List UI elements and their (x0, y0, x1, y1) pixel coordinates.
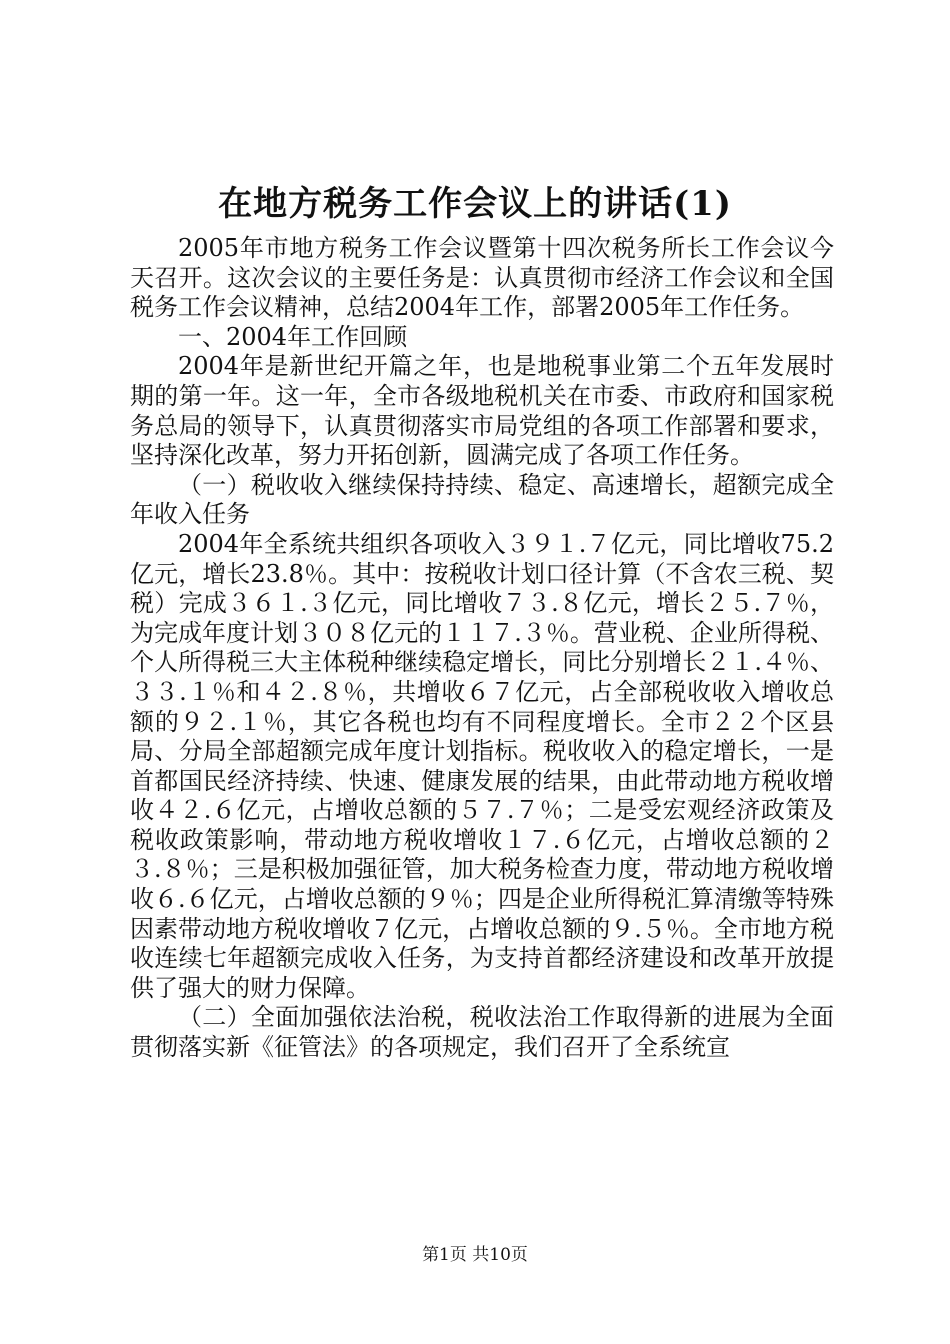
subsection-heading-rule-of-law: （二）全面加强依法治税，税收法治工作取得新的进展为全面贯彻落实新《征管法》的各项规定，我们召开了全系统宣 (130, 1003, 834, 1062)
section-heading-review: 一、2004年工作回顾 (178, 322, 408, 351)
paragraph-revenue-details: 2004年全系统共组织各项收入３９１.７亿元，同比增收75.2亿元，增长23.8％。其中：按税收计划口径计算（不含农三税、契税）完成３６１.３亿元，同比增收７３.８亿元，增长２５.７％，为完成年度计划３０８亿元的１１７.３％。营业税、企业所得税、个人所得税三大主体税种继续稳定增长，同比分别增长２１.４％、３３.１％和４２.８％，共增收６７亿元，占全部税收收入增收总额的９２.１％，其它各税也均有不同程度增长。全市２２个区县局、分局全部超额完成年度计划指标。税收收入的稳定增长，一是首都国民经济持续、快速、健康发展的结果，由此带动地方税收增收４２.６亿元，占增收总额的５７.７％；二是受宏观经济政策及税收政策影响，带动地方税收增收１７.６亿元，占增收总额的２３.８％；三是积极加强征管，加大税务检查力度，带动地方税收增收６.６亿元，占增收总额的９％；四是企业所得税汇算清缴等特殊因素带动地方税收增收７亿元，占增收总额的９.５％。全市地方税收连续七年超额完成收入任务，为支持首都经济建设和改革开放提供了强大的财力保障。 (130, 529, 834, 1002)
document-title: 在地方税务工作会议上的讲话(1) (218, 184, 732, 224)
document-body (130, 234, 834, 1063)
subsection-heading-revenue: （一）税收收入继续保持持续、稳定、高速增长，超额完成全年收入任务 (130, 470, 834, 529)
page-footer: 第1页 共10页 (422, 1245, 528, 1265)
paragraph-overview: 2004年是新世纪开篇之年，也是地税事业第二个五年发展时期的第一年。这一年，全市各级地税机关在市委、市政府和国家税务总局的领导下，认真贯彻落实市局党组的各项工作部署和要求，坚持深化改革，努力开拓创新，圆满完成了各项工作任务。 (130, 352, 834, 470)
paragraph-intro: 2005年市地方税务工作会议暨第十四次税务所长工作会议今天召开。这次会议的主要任务是：认真贯彻市经济工作会议和全国税务工作会议精神，总结2004年工作，部署2005年工作任务。 (130, 234, 834, 322)
